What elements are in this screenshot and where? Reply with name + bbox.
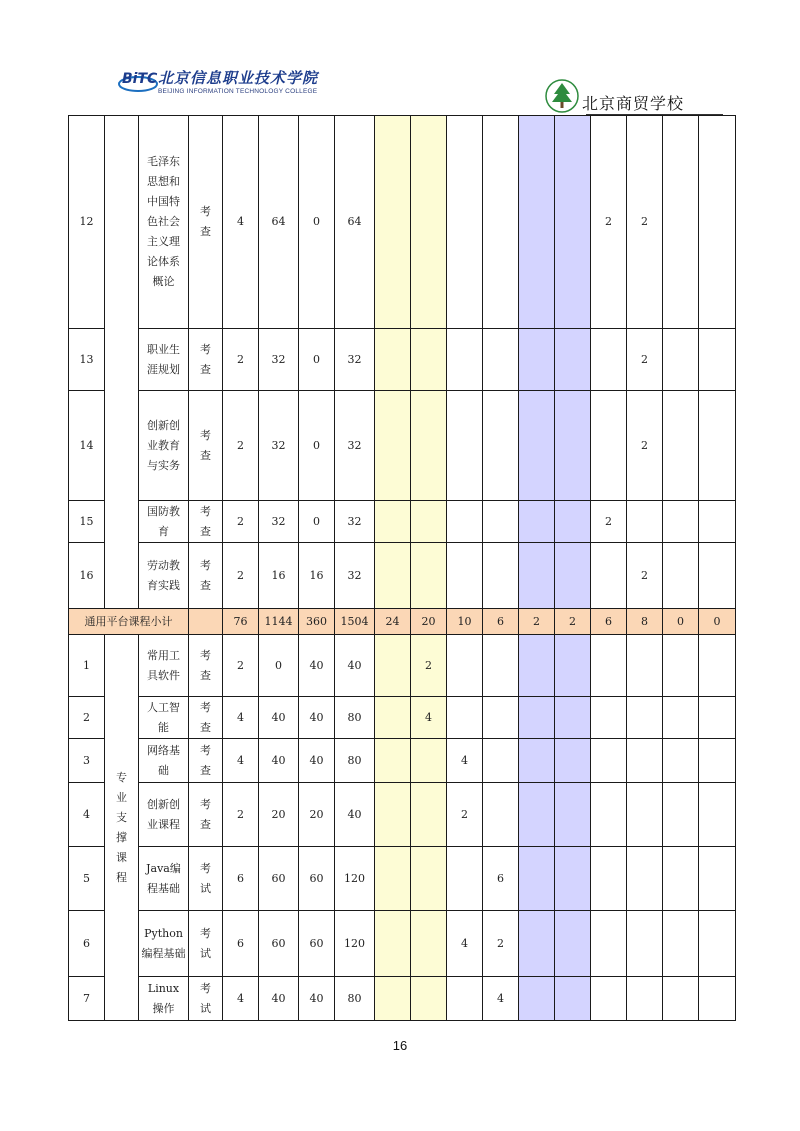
- assessment-type: 考查: [189, 501, 223, 543]
- term-cell: [483, 329, 519, 391]
- term-cell: [411, 543, 447, 609]
- subtotal-term: 6: [591, 609, 627, 635]
- term-cell: 2: [591, 501, 627, 543]
- sum-hours: 120: [335, 847, 375, 911]
- term-cell: [519, 911, 555, 977]
- term-cell: [555, 329, 591, 391]
- table-row: [69, 501, 736, 543]
- term-cell: [663, 116, 699, 329]
- row-number: 14: [69, 391, 105, 501]
- practice-hours: 40: [299, 977, 335, 1021]
- course-name: 网络基础: [139, 739, 189, 783]
- sum-hours: 40: [335, 783, 375, 847]
- term-cell: [555, 847, 591, 911]
- assessment-type: 考试: [189, 847, 223, 911]
- practice-hours: 40: [299, 697, 335, 739]
- credit: 4: [223, 116, 259, 329]
- practice-hours: 0: [299, 329, 335, 391]
- subtotal-term: 10: [447, 609, 483, 635]
- term-cell: [627, 739, 663, 783]
- term-cell: [591, 783, 627, 847]
- table-row: [69, 391, 736, 501]
- credit: 2: [223, 783, 259, 847]
- term-cell: [699, 329, 736, 391]
- term-cell: [447, 635, 483, 697]
- term-cell: [699, 543, 736, 609]
- assessment-type: 考查: [189, 697, 223, 739]
- term-cell: [627, 635, 663, 697]
- term-cell: [591, 697, 627, 739]
- term-cell: [483, 697, 519, 739]
- subtotal-credit: 76: [223, 609, 259, 635]
- term-cell: [555, 911, 591, 977]
- term-cell: [591, 635, 627, 697]
- term-cell: [591, 329, 627, 391]
- assessment-type: 考查: [189, 739, 223, 783]
- term-cell: [699, 635, 736, 697]
- term-cell: [519, 739, 555, 783]
- term-cell: [699, 911, 736, 977]
- term-cell: [447, 697, 483, 739]
- practice-hours: 16: [299, 543, 335, 609]
- term-cell: [591, 847, 627, 911]
- term-cell: [591, 739, 627, 783]
- table-row: [69, 635, 736, 697]
- term-cell: [375, 783, 411, 847]
- subtotal-term: 6: [483, 609, 519, 635]
- term-cell: [375, 847, 411, 911]
- subtotal-practice: 360: [299, 609, 335, 635]
- subtotal-term: 2: [555, 609, 591, 635]
- category-support: 专业支撑课程: [105, 635, 139, 1021]
- total-hours: 32: [259, 329, 299, 391]
- assessment-type: 考试: [189, 911, 223, 977]
- term-cell: [699, 977, 736, 1021]
- row-number: 1: [69, 635, 105, 697]
- term-cell: [447, 391, 483, 501]
- term-cell: 6: [483, 847, 519, 911]
- term-cell: [411, 739, 447, 783]
- term-cell: 2: [627, 329, 663, 391]
- practice-hours: 20: [299, 783, 335, 847]
- total-hours: 40: [259, 697, 299, 739]
- table-row: [69, 329, 736, 391]
- term-cell: 2: [483, 911, 519, 977]
- term-cell: [447, 543, 483, 609]
- credit: 4: [223, 739, 259, 783]
- term-cell: [447, 501, 483, 543]
- practice-hours: 60: [299, 911, 335, 977]
- assessment-type: 考查: [189, 329, 223, 391]
- credit: 4: [223, 977, 259, 1021]
- term-cell: [555, 977, 591, 1021]
- term-cell: [375, 391, 411, 501]
- sum-hours: 120: [335, 911, 375, 977]
- term-cell: [555, 697, 591, 739]
- term-cell: 4: [447, 739, 483, 783]
- subtotal-assess: [189, 609, 223, 635]
- term-cell: [699, 847, 736, 911]
- tree-emblem-icon: [544, 78, 580, 114]
- total-hours: 0: [259, 635, 299, 697]
- term-cell: [627, 783, 663, 847]
- subtotal-term: 24: [375, 609, 411, 635]
- college-name-cn: 北京信息职业技术学院: [158, 69, 319, 87]
- term-cell: [411, 329, 447, 391]
- term-cell: [699, 116, 736, 329]
- sum-hours: 64: [335, 116, 375, 329]
- term-cell: [627, 501, 663, 543]
- term-cell: [699, 501, 736, 543]
- term-cell: [555, 783, 591, 847]
- term-cell: [555, 116, 591, 329]
- row-number: 12: [69, 116, 105, 329]
- term-cell: 2: [411, 635, 447, 697]
- category-cell: [105, 116, 139, 609]
- term-cell: [663, 739, 699, 783]
- table-row: [69, 847, 736, 911]
- credit: 6: [223, 847, 259, 911]
- term-cell: [555, 501, 591, 543]
- term-cell: [447, 329, 483, 391]
- term-cell: [375, 977, 411, 1021]
- term-cell: [411, 116, 447, 329]
- row-number: 3: [69, 739, 105, 783]
- course-name: 国防教育: [139, 501, 189, 543]
- term-cell: 2: [627, 543, 663, 609]
- total-hours: 16: [259, 543, 299, 609]
- college-name-en: BEIJING INFORMATION TECHNOLOGY COLLEGE: [158, 88, 318, 95]
- credit: 2: [223, 635, 259, 697]
- assessment-type: 考查: [189, 783, 223, 847]
- page-header: [0, 0, 800, 118]
- term-cell: [519, 329, 555, 391]
- term-cell: 2: [591, 116, 627, 329]
- term-cell: [627, 911, 663, 977]
- page-number: 16: [392, 1038, 408, 1053]
- table-row: [69, 543, 736, 609]
- credit: 2: [223, 329, 259, 391]
- table-row: [69, 911, 736, 977]
- course-name: 毛泽东思想和中国特色社会主义理论体系概论: [139, 116, 189, 329]
- term-cell: [483, 116, 519, 329]
- course-name: 劳动教育实践: [139, 543, 189, 609]
- practice-hours: 60: [299, 847, 335, 911]
- term-cell: [555, 635, 591, 697]
- row-number: 2: [69, 697, 105, 739]
- term-cell: [483, 391, 519, 501]
- term-cell: [375, 543, 411, 609]
- sum-hours: 32: [335, 543, 375, 609]
- school-logo: [544, 78, 744, 118]
- total-hours: 64: [259, 116, 299, 329]
- term-cell: [483, 635, 519, 697]
- subtotal-term: 0: [699, 609, 736, 635]
- term-cell: [519, 391, 555, 501]
- practice-hours: 40: [299, 739, 335, 783]
- total-hours: 32: [259, 391, 299, 501]
- total-hours: 32: [259, 501, 299, 543]
- subtotal-term: 20: [411, 609, 447, 635]
- term-cell: [699, 783, 736, 847]
- term-cell: [699, 739, 736, 783]
- row-number: 13: [69, 329, 105, 391]
- term-cell: [519, 977, 555, 1021]
- sum-hours: 32: [335, 501, 375, 543]
- credit: 2: [223, 501, 259, 543]
- term-cell: 2: [627, 391, 663, 501]
- term-cell: [663, 329, 699, 391]
- term-cell: [663, 501, 699, 543]
- total-hours: 60: [259, 847, 299, 911]
- term-cell: [519, 635, 555, 697]
- sum-hours: 32: [335, 391, 375, 501]
- term-cell: [375, 697, 411, 739]
- course-name: Java编程基础: [139, 847, 189, 911]
- assessment-type: 考查: [189, 391, 223, 501]
- subtotal-term: 0: [663, 609, 699, 635]
- row-number: 6: [69, 911, 105, 977]
- sum-hours: 80: [335, 739, 375, 783]
- row-number: 16: [69, 543, 105, 609]
- term-cell: [447, 116, 483, 329]
- term-cell: 4: [447, 911, 483, 977]
- sum-hours: 80: [335, 977, 375, 1021]
- term-cell: [411, 391, 447, 501]
- practice-hours: 0: [299, 116, 335, 329]
- credit: 6: [223, 911, 259, 977]
- term-cell: [483, 783, 519, 847]
- term-cell: [663, 847, 699, 911]
- term-cell: [519, 697, 555, 739]
- assessment-type: 考试: [189, 977, 223, 1021]
- course-name: Linux操作: [139, 977, 189, 1021]
- term-cell: 4: [483, 977, 519, 1021]
- term-cell: [519, 543, 555, 609]
- total-hours: 40: [259, 739, 299, 783]
- practice-hours: 0: [299, 391, 335, 501]
- term-cell: [663, 783, 699, 847]
- term-cell: [663, 911, 699, 977]
- sum-hours: 40: [335, 635, 375, 697]
- term-cell: [591, 911, 627, 977]
- school-name: 北京商贸学校: [582, 94, 685, 113]
- credit: 2: [223, 543, 259, 609]
- term-cell: [627, 847, 663, 911]
- term-cell: [483, 501, 519, 543]
- bitc-logo-icon: [118, 66, 158, 94]
- table-row: [69, 697, 736, 739]
- practice-hours: 0: [299, 501, 335, 543]
- total-hours: 20: [259, 783, 299, 847]
- term-cell: [663, 543, 699, 609]
- course-name: 职业生涯规划: [139, 329, 189, 391]
- subtotal-total: 1144: [259, 609, 299, 635]
- term-cell: [591, 977, 627, 1021]
- term-cell: [555, 391, 591, 501]
- term-cell: 2: [627, 116, 663, 329]
- term-cell: 4: [411, 697, 447, 739]
- total-hours: 40: [259, 977, 299, 1021]
- term-cell: [447, 977, 483, 1021]
- term-cell: [411, 847, 447, 911]
- course-name: 常用工具软件: [139, 635, 189, 697]
- sum-hours: 32: [335, 329, 375, 391]
- assessment-type: 考查: [189, 116, 223, 329]
- term-cell: [519, 847, 555, 911]
- row-number: 4: [69, 783, 105, 847]
- term-cell: [555, 543, 591, 609]
- credit: 2: [223, 391, 259, 501]
- table-row: [69, 783, 736, 847]
- term-cell: [627, 977, 663, 1021]
- term-cell: [663, 977, 699, 1021]
- subtotal-term: 2: [519, 609, 555, 635]
- term-cell: [699, 697, 736, 739]
- term-cell: [483, 543, 519, 609]
- term-cell: [663, 391, 699, 501]
- term-cell: [411, 783, 447, 847]
- term-cell: [519, 783, 555, 847]
- term-cell: [555, 739, 591, 783]
- subtotal-sum: 1504: [335, 609, 375, 635]
- term-cell: [447, 847, 483, 911]
- table-row: [69, 977, 736, 1021]
- term-cell: [591, 391, 627, 501]
- term-cell: [375, 116, 411, 329]
- row-number: 5: [69, 847, 105, 911]
- course-name: 创新创业教育与实务: [139, 391, 189, 501]
- term-cell: 2: [447, 783, 483, 847]
- term-cell: [375, 635, 411, 697]
- term-cell: [699, 391, 736, 501]
- term-cell: [375, 739, 411, 783]
- term-cell: [591, 543, 627, 609]
- term-cell: [663, 697, 699, 739]
- row-number: 7: [69, 977, 105, 1021]
- term-cell: [663, 635, 699, 697]
- subtotal-label: 通用平台课程小计: [69, 609, 189, 635]
- bitc-logo: [118, 66, 318, 106]
- term-cell: [519, 501, 555, 543]
- table-row: [69, 116, 736, 329]
- course-name: 创新创业课程: [139, 783, 189, 847]
- term-cell: [483, 739, 519, 783]
- assessment-type: 考查: [189, 635, 223, 697]
- sum-hours: 80: [335, 697, 375, 739]
- credit: 4: [223, 697, 259, 739]
- term-cell: [375, 911, 411, 977]
- course-name: Python编程基础: [139, 911, 189, 977]
- table-row: [69, 739, 736, 783]
- term-cell: [411, 501, 447, 543]
- term-cell: [411, 911, 447, 977]
- row-number: 15: [69, 501, 105, 543]
- term-cell: [375, 329, 411, 391]
- term-cell: [375, 501, 411, 543]
- course-name: 人工智能: [139, 697, 189, 739]
- subtotal-row: [69, 609, 736, 635]
- term-cell: [519, 116, 555, 329]
- practice-hours: 40: [299, 635, 335, 697]
- subtotal-term: 8: [627, 609, 663, 635]
- total-hours: 60: [259, 911, 299, 977]
- assessment-type: 考查: [189, 543, 223, 609]
- term-cell: [411, 977, 447, 1021]
- curriculum-table: [68, 115, 736, 1021]
- term-cell: [627, 697, 663, 739]
- bitc-abbr: BiTC: [122, 71, 158, 87]
